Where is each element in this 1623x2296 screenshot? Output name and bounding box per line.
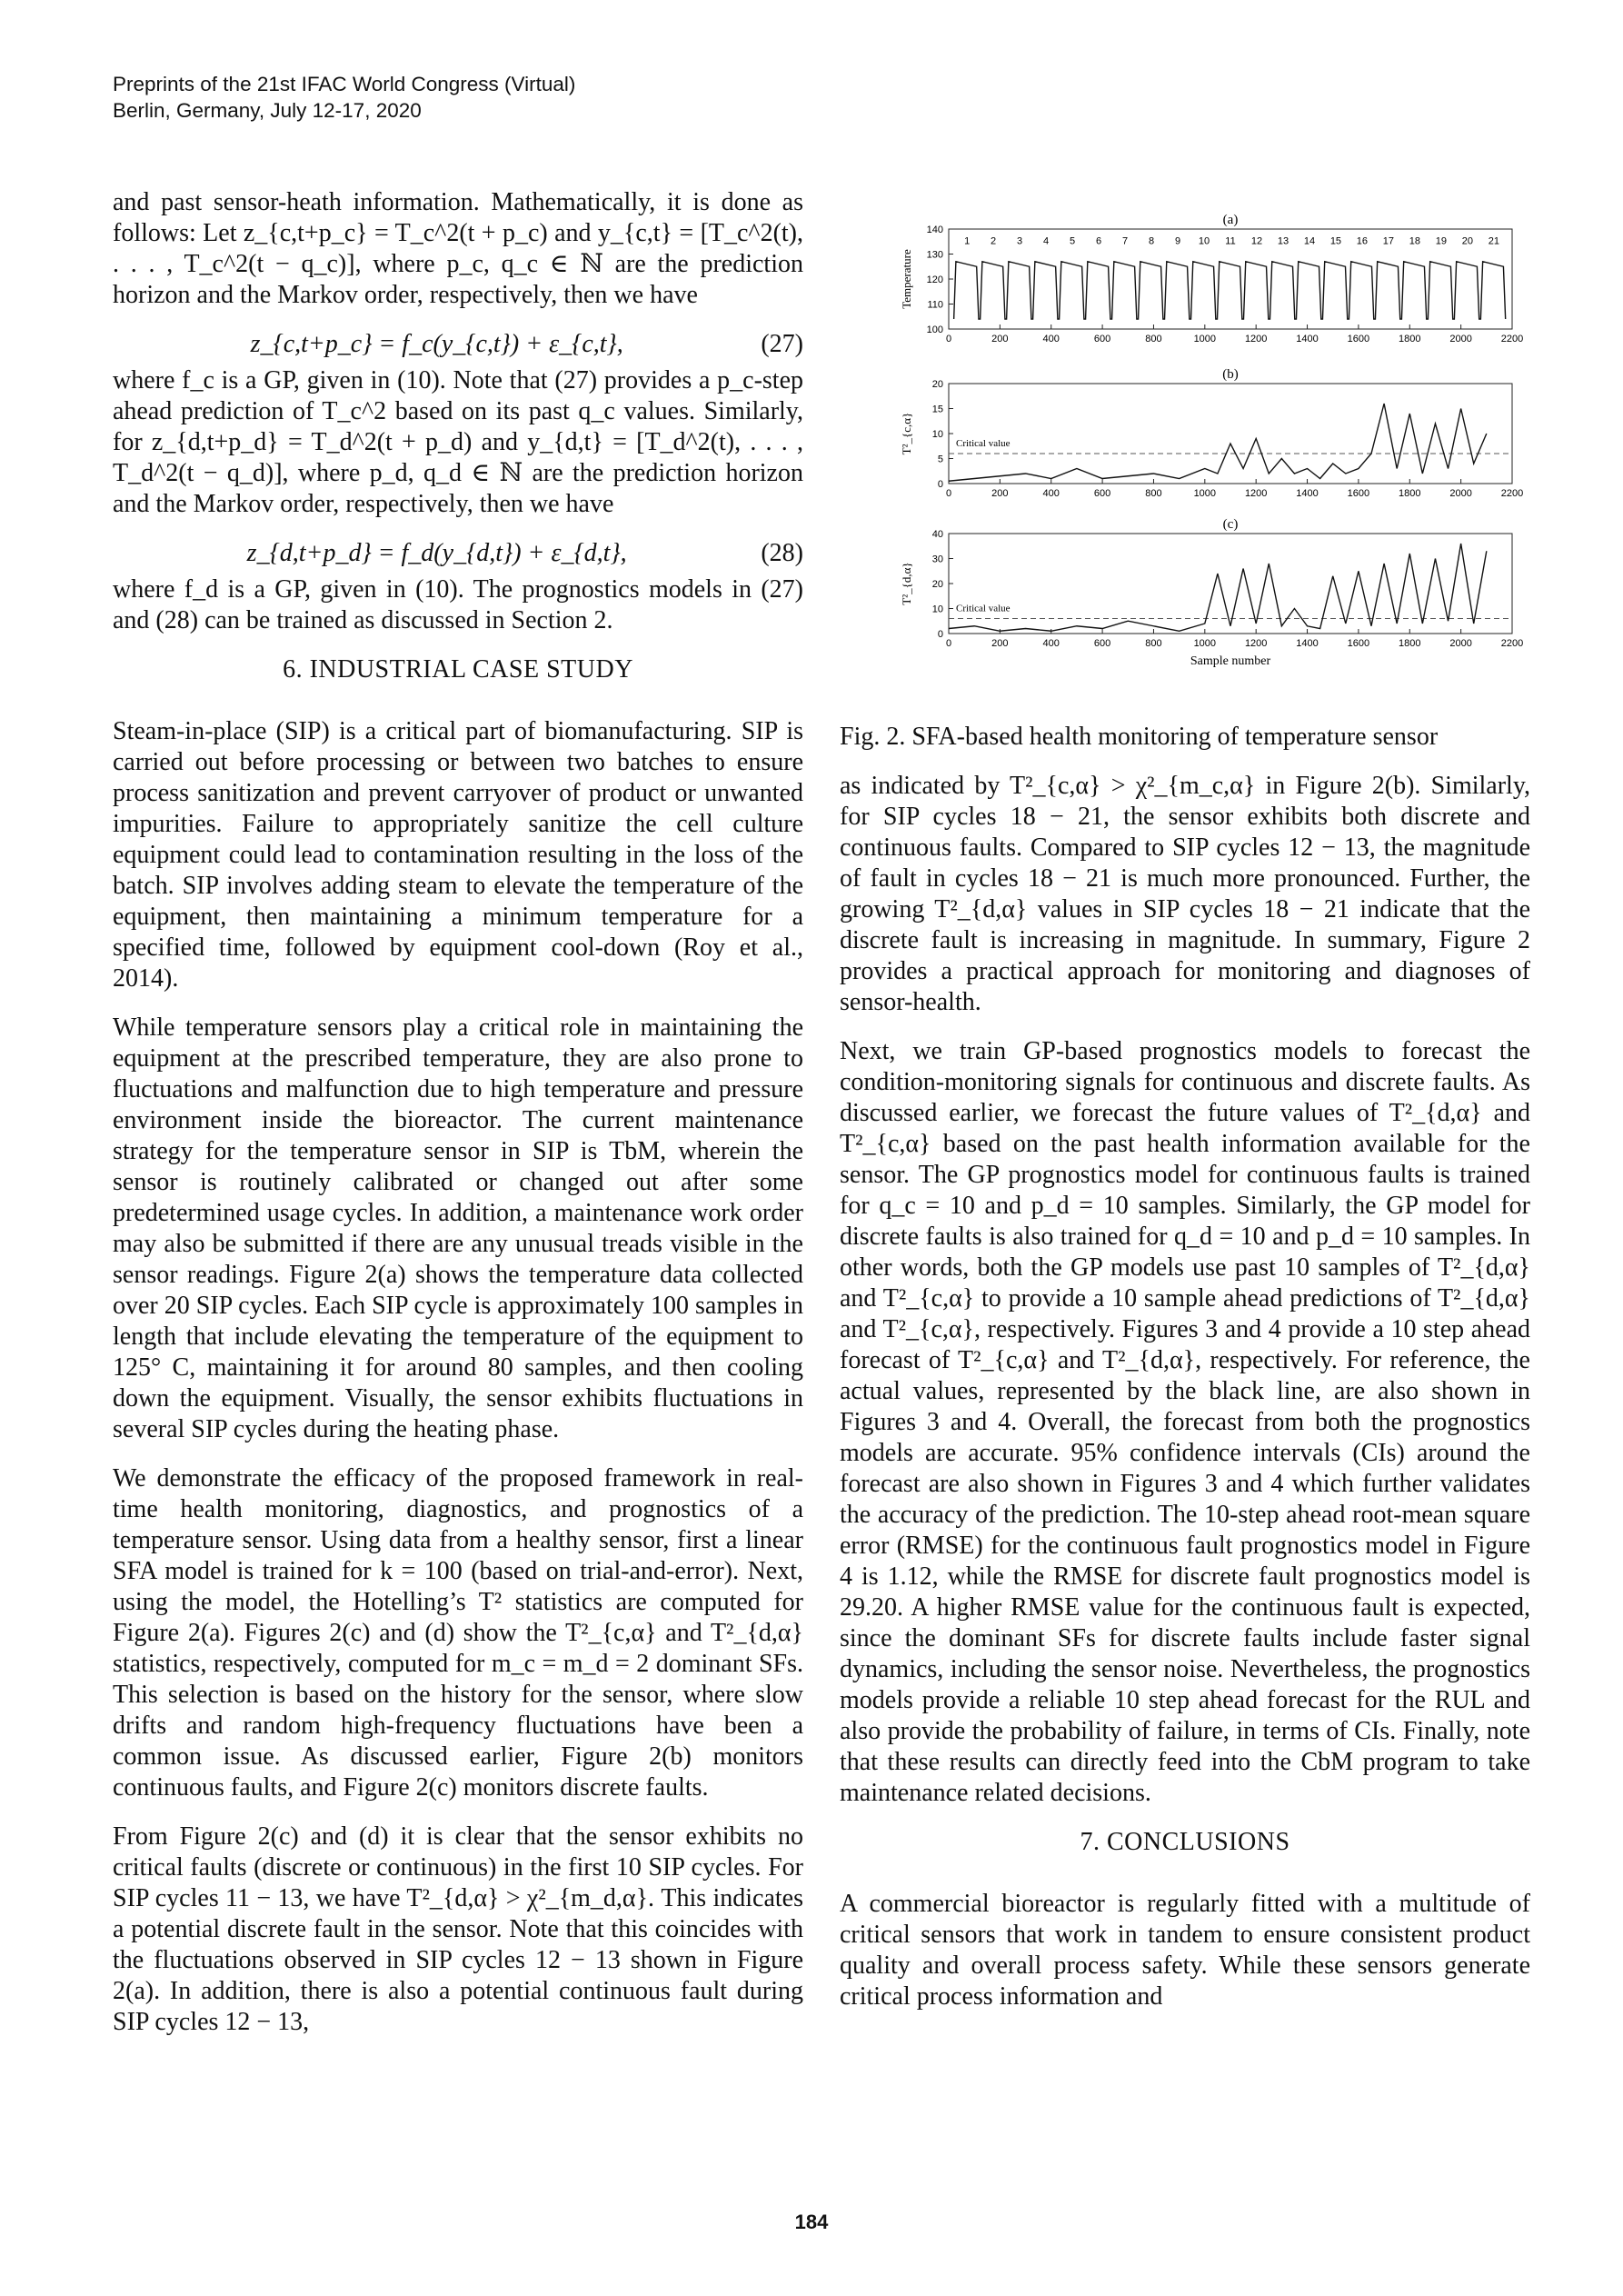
cycle-label: 2 (991, 235, 997, 247)
page-header (113, 71, 575, 124)
y-tick-label: 20 (931, 379, 943, 390)
x-tick-label: 200 (991, 638, 1009, 649)
x-tick-label: 400 (1042, 638, 1060, 649)
x-tick-label: 1200 (1244, 488, 1268, 499)
cycle-label: 13 (1277, 235, 1289, 247)
figure-2-chart (840, 211, 1530, 693)
cycle-label: 12 (1250, 235, 1263, 247)
y-tick-label: 15 (931, 404, 943, 415)
paragraph: From Figure 2(c) and (d) it is clear that the sensor exhibits no critical faults (discrete or continuous) in the first 10 SIP cycles. For SIP cycles 11 − 13, we have T²_{d,α} > χ²_{m_d,α}. This indicates a potential discrete fault in the sensor. Note that this coincides with the fluctuations observed in SIP cycles 12 − 13 shown in Figure 2(a). In addition, there is also a potential continuous fault during SIP cycles 12 − 13, (113, 1822, 803, 2036)
cycle-label: 4 (1043, 235, 1050, 247)
cycle-label: 16 (1356, 235, 1369, 247)
x-tick-label: 2000 (1449, 638, 1472, 649)
x-tick-label: 1800 (1399, 334, 1421, 344)
panel-title: (a) (1222, 213, 1239, 227)
cycle-label: 7 (1121, 235, 1129, 247)
x-tick-label: 0 (945, 334, 952, 344)
x-tick-label: 800 (1145, 638, 1162, 649)
paragraph: While temperature sensors play a critical role in maintaining the equipment at the prescribed temperature, they are also prone to fluctuations and malfunction due to high temperature and pressure environment inside the bioreactor. The current maintenance strategy for the temperature sensor in SIP is TbM, wherein the sensor is routinely calibrated or changed out after some predetermined usage cycles. In addition, a maintenance work order may also be submitted if there are any unusual treads visible in the sensor readings. Figure 2(a) shows the temperature data collected over 20 SIP cycles. Each SIP cycle is approximately 100 samples in length that include elevating the temperature of the equipment to 125° C, maintaining it for around 80 samples, and then cooling down the equipment. Visually, the sensor exhibits fluctuations in several SIP cycles during the heating phase. (113, 1013, 803, 1443)
section-heading-6: 6. INDUSTRIAL CASE STUDY (283, 655, 633, 684)
cycle-label: 9 (1174, 235, 1181, 247)
cycle-label: 14 (1303, 235, 1316, 247)
y-tick-label: 5 (937, 454, 943, 465)
y-tick-label: 110 (927, 299, 943, 311)
y-axis-label: Temperature (900, 249, 913, 309)
cycle-label: 20 (1461, 235, 1474, 247)
x-tick-label: 0 (945, 638, 952, 649)
y-tick-label: 10 (931, 429, 943, 440)
x-tick-label: 800 (1145, 488, 1162, 499)
x-tick-label: 600 (1093, 638, 1111, 649)
statistic-series (949, 404, 1487, 481)
x-tick-label: 1400 (1296, 488, 1319, 499)
x-tick-label: 400 (1042, 334, 1060, 344)
cycle-label: 19 (1435, 235, 1448, 247)
y-axis-label: T²_{c,α} (900, 412, 913, 455)
cycle-label: 8 (1148, 235, 1155, 247)
x-tick-label: 600 (1093, 488, 1111, 499)
x-axis-label: Sample number (1190, 654, 1271, 668)
x-tick-label: 1200 (1244, 638, 1268, 649)
cycle-label: 6 (1096, 235, 1102, 247)
header-line-1: Preprints of the 21st IFAC World Congress (Virtual) (113, 73, 576, 95)
section-heading-7: 7. CONCLUSIONS (1080, 1828, 1290, 1856)
x-tick-label: 1600 (1347, 638, 1370, 649)
x-tick-label: 600 (1093, 334, 1111, 344)
x-tick-label: 0 (945, 488, 952, 499)
plot-frame (949, 384, 1512, 484)
y-tick-label: 20 (931, 579, 943, 590)
x-tick-label: 1600 (1347, 334, 1370, 344)
cycle-label: 15 (1329, 235, 1342, 247)
equation-28-number: (28) (761, 539, 803, 567)
x-tick-label: 1800 (1399, 638, 1421, 649)
y-tick-label: 130 (926, 249, 943, 261)
equation-27-body: z_{c,t+p_c} = f_c(y_{c,t}) + ε_{c,t}, (250, 330, 623, 358)
left-column (113, 187, 803, 2056)
cycle-label: 11 (1225, 235, 1236, 247)
y-tick-label: 100 (926, 324, 943, 335)
y-axis-label: T²_{d,α} (900, 562, 913, 605)
panel-title: (c) (1222, 517, 1239, 532)
header-line-2: Berlin, Germany, July 12-17, 2020 (113, 99, 422, 122)
paragraph: and past sensor-heath information. Mathematically, it is done as follows: Let z_{c,t+p_c} = T_c^2(t + p_c) and y_{c,t} = [T_c^2(t), . . . , T_c^2(t − q_c)], where p_c, q_c ∈ ℕ are the prediction horizon and the Markov order, respectively, then we have (113, 188, 803, 309)
y-tick-label: 30 (931, 554, 943, 565)
x-tick-label: 200 (991, 488, 1009, 499)
x-tick-label: 1000 (1193, 334, 1217, 344)
critical-value-label: Critical value (956, 603, 1011, 614)
right-column (840, 771, 1530, 2031)
x-tick-label: 200 (991, 334, 1009, 344)
page-number: 184 (794, 2211, 829, 2233)
x-tick-label: 1200 (1244, 334, 1268, 344)
cycle-label: 21 (1488, 235, 1499, 247)
cycle-label: 3 (1017, 235, 1023, 247)
y-tick-label: 10 (931, 604, 943, 615)
cycle-label: 1 (964, 235, 971, 247)
x-tick-label: 2200 (1500, 638, 1524, 649)
equation-28-body: z_{d,t+p_d} = f_d(y_{d,t}) + ε_{d,t}, (246, 539, 627, 567)
cycle-label: 5 (1070, 235, 1076, 247)
x-tick-label: 1000 (1193, 638, 1217, 649)
x-tick-label: 1400 (1296, 638, 1319, 649)
y-tick-label: 40 (931, 529, 943, 540)
x-tick-label: 1600 (1347, 488, 1370, 499)
statistic-series (949, 544, 1487, 631)
x-tick-label: 2200 (1500, 334, 1524, 344)
x-tick-label: 1400 (1296, 334, 1319, 344)
panel-title: (b) (1222, 367, 1239, 382)
x-tick-label: 2200 (1500, 488, 1524, 499)
figure-2 (840, 211, 1530, 693)
paragraph: A commercial bioreactor is regularly fitted with a multitude of critical sensors that work in tandem to ensure consistent product quality and overall process safety. While these sensors generate critical process information and (840, 1890, 1530, 2011)
equation-27 (113, 329, 803, 360)
cycle-label: 18 (1409, 235, 1421, 247)
paragraph: as indicated by T²_{c,α} > χ²_{m_c,α} in Figure 2(b). Similarly, for SIP cycles 18 − 21, the sensor exhibits both discrete and continuous faults. Compared to SIP cycles 12 − 13, the magnitude of fault in cycles 18 − 21 is much more pronounced. Further, the growing T²_{d,α} values in SIP cycles 18 − 21 indicate that the discrete fault is increasing in magnitude. In summary, Figure 2 provides a practical approach for monitoring and diagnoses of sensor-health. (840, 772, 1530, 1016)
equation-28 (113, 538, 803, 569)
x-tick-label: 800 (1145, 334, 1162, 344)
x-tick-label: 1800 (1399, 488, 1421, 499)
x-tick-label: 2000 (1449, 334, 1472, 344)
x-tick-label: 2000 (1449, 488, 1472, 499)
y-tick-label: 0 (937, 629, 943, 640)
cycle-label: 10 (1198, 235, 1210, 247)
x-tick-label: 1000 (1193, 488, 1217, 499)
paragraph: We demonstrate the efficacy of the proposed framework in real-time health monitoring, diagnostics, and prognostics of a temperature sensor. Using data from a healthy sensor, first a linear SFA model is trained for k = 100 (based on trial-and-error). Next, using the model, the Hotelling’s T² statistics are computed for Figure 2(a). Figures 2(c) and (d) show the T²_{c,α} and T²_{d,α} statistics, respectively, computed for m_c = m_d = 2 dominant SFs. This selection is based on the history for the sensor, where slow drifts and random high-frequency fluctuations have been a common issue. As discussed earlier, Figure 2(b) monitors continuous faults, and Figure 2(c) monitors discrete faults. (113, 1464, 803, 1802)
figure-caption: Fig. 2. SFA-based health monitoring of temperature sensor (840, 723, 1439, 751)
paragraph: Steam-in-place (SIP) is a critical part of biomanufacturing. SIP is carried out before processing or between two batches to ensure process sanitization and prevent carryover of product or unwanted impurities. Failure to appropriately sanitize the cell culture equipment could lead to contamination resulting in the loss of the batch. SIP involves adding steam to elevate the temperature of the equipment, then maintaining a minimum temperature for a specified time, followed by equipment cool-down (Roy et al., 2014). (113, 717, 803, 993)
paragraph: where f_c is a GP, given in (10). Note that (27) provides a p_c-step ahead prediction of T_c^2 based on its past q_c values. Similarly, for z_{d,t+p_d} = T_d^2(t + p_d) and y_{d,t} = [T_d^2(t), . . . , T_d^2(t − q_d)], where p_d, q_d ∈ ℕ are the prediction horizon and the Markov order, respectively, then we have (113, 366, 803, 518)
critical-value-label: Critical value (956, 438, 1011, 449)
x-tick-label: 400 (1042, 488, 1060, 499)
cycle-label: 17 (1382, 235, 1395, 247)
paragraph: Next, we train GP-based prognostics models to forecast the condition-monitoring signals for continuous and discrete faults. As discussed earlier, we forecast the future values of T²_{d,α} and T²_{c,α} based on the past health information available for the sensor. The GP prognostics model for continuous faults is trained for q_c = 10 and p_d = 10 samples. Similarly, the GP model for discrete faults is also trained for q_d = 10 and p_d = 10 samples. In other words, both the GP models use past 10 samples of T²_{d,α} and T²_{c,α} to provide a 10 sample ahead predictions of T²_{d,α} and T²_{c,α}, respectively. Figures 3 and 4 provide a 10 step ahead forecast of T²_{c,α} and T²_{d,α}, respectively. For reference, the actual values, represented by the black line, are also shown in Figures 3 and 4. Overall, the forecast from both the prognostics models are accurate. 95% confidence intervals (CIs) around the forecast are also shown in Figures 3 and 4 which further validates the accuracy of the prediction. The 10-step ahead root-mean square error (RMSE) for the continuous fault prognostics model in Figure 4 is 1.12, while the RMSE for discrete fault prognostics model is 29.20. A higher RMSE value for the continuous fault is expected, since the dominant SFs for discrete faults include faster signal dynamics, including the sensor noise. Nevertheless, the prognostics models provide a reliable 10 step ahead forecast for the RUL and also provide the probability of failure, in terms of CIs. Finally, note that these results can directly feed into the CbM program to take maintenance related decisions. (840, 1037, 1530, 1807)
y-tick-label: 120 (926, 275, 943, 285)
equation-27-number: (27) (761, 330, 803, 358)
y-tick-label: 0 (937, 479, 943, 490)
y-tick-label: 140 (926, 225, 943, 235)
paragraph: where f_d is a GP, given in (10). The prognostics models in (27) and (28) can be trained as discussed in Section 2. (113, 575, 803, 634)
temperature-series (954, 262, 1506, 319)
